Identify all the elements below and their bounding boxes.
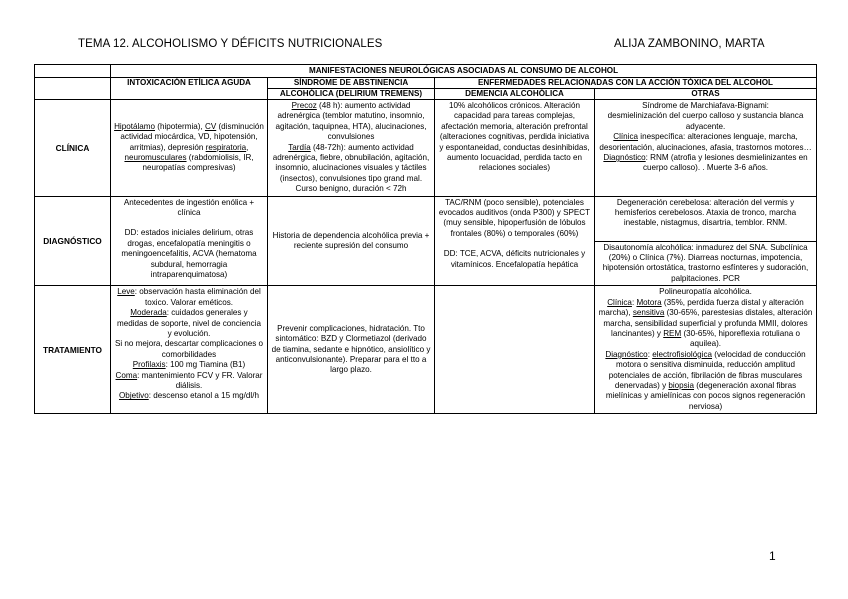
cell-diagnostico-otras-2: Disautonomía alcohólica: inmadurez del SNA. Subclínica (20%) o Clínica (7%). Diarreas nocturnas, impotencia, hipotensión ortostática, trastorno esfínteres y sudoración, palpitaciones. PCR — [595, 241, 817, 286]
row-label-clinica: CLÍNICA — [35, 100, 111, 197]
row-diagnostico-a — [35, 196, 817, 241]
row-label-diagnostico: DIAGNÓSTICO — [35, 196, 111, 286]
cell-tratamiento-demencia — [435, 286, 595, 414]
table-title: MANIFESTACIONES NEUROLÓGICAS ASOCIADAS AL CONSUMO DE ALCOHOL — [111, 65, 817, 78]
cell-tratamiento-intoxicacion — [111, 286, 268, 414]
text-fragment: : — [647, 349, 653, 359]
text-fragment: (rabdomiolisis, IR, neuropatías compresivas) — [142, 153, 254, 173]
text-fragment: , — [246, 142, 249, 152]
cell-diagnostico-abstinencia: Historia de dependencia alcohólica previa + reciente supresión del consumo — [268, 196, 435, 286]
text-fragment: (48 h): aumento actividad adrenérgica (temblor matutino, insomnio, agitación, taquipnea, HTA), alucinaciones, convulsiones — [275, 101, 427, 142]
text-fragment: : observación hasta eliminación del toxico. Valorar eméticos. — [134, 287, 261, 307]
term-clinica-2: Clínica — [607, 297, 632, 307]
text-fragment: Antecedentes de ingestión enólica + clínica — [123, 197, 255, 218]
text-fragment: : cuidados generales y medidas de soporte, nivel de conciencia y evolución. — [117, 308, 261, 338]
text-fragment: TAC/RNM (poco sensible), potenciales evocados auditivos (onda P300) y SPECT (muy sensible, hipoperfusión de lóbulos frontales (80%) o temporales (60%) — [438, 197, 591, 238]
manifestations-table — [34, 64, 817, 414]
term-diagnostico-2: Diagnóstico — [605, 349, 648, 359]
document-header-author: ALIJA ZAMBONINO, MARTA — [614, 38, 765, 50]
term-respiratoria: respiratoria — [205, 142, 247, 152]
text-course: Curso benigno, duración < 72h — [295, 184, 407, 194]
row-tratamiento — [35, 286, 817, 414]
term-cv: CV — [204, 121, 217, 131]
text-fragment: (degeneración axonal fibras mielínicas y amielínicas con pocos signos regeneración nerviosa) — [605, 380, 806, 411]
term-motora: Motora — [636, 297, 662, 307]
term-neuromusculares: neuromusculares — [124, 153, 187, 163]
header-demencia: DEMENCIA ALCOHÓLICA — [435, 89, 595, 100]
term-rem: REM — [663, 328, 682, 338]
cell-diagnostico-otras-1: Degeneración cerebelosa: alteración del vermis y hemisferios cerebelosos. Ataxia de tronco, marcha inestable, nistagmus, disartria, temblor. RNM. — [595, 196, 817, 241]
text-fragment: : descenso etanol a 15 mg/dl/h — [148, 391, 259, 401]
text-fragment: (30-65%, parestesias distales, alteración marcha, sensibilidad superficial y profunda MMII, dolores lancinantes) y — [603, 308, 813, 338]
cell-diagnostico-demencia — [435, 196, 595, 286]
text-polineuropatia: Polineuropatía alcohólica. — [659, 287, 752, 297]
table-corner-cell-2 — [35, 78, 111, 100]
table-title-row — [35, 65, 817, 78]
term-precoz: Precoz — [291, 101, 317, 110]
term-biopsia: biopsia — [668, 380, 695, 390]
table-corner-cell — [35, 65, 111, 78]
cell-diagnostico-intoxicacion — [111, 196, 268, 286]
cell-tratamiento-abstinencia: Prevenir complicaciones, hidratación. Tto sintomático: BZD y Clormetiazol (derivado de tiamina, sedante e hipnótico, ansiolítico y anticonvulsionante). Preparar para el tto a largo plazo. — [268, 286, 435, 414]
text-fragment: (30-65%, hiporeflexia rotuliana o aquilea). — [681, 328, 800, 349]
cell-clinica-otras — [595, 100, 817, 197]
text-fragment: : mantenimiento FCV y FR. Valorar diálisis. — [137, 370, 263, 390]
term-moderada: Moderada — [130, 308, 167, 318]
term-hipotalamo: Hipotálamo — [114, 121, 156, 131]
text-fragment: desmielinización del cuerpo calloso y sustancia blanca adyacente. — [607, 111, 804, 131]
text-fragment: : RNM (atrofia y lesiones desmielinizantes en cuerpo calloso). . Muerte 3-6 años. — [642, 153, 808, 173]
page-number: 1 — [769, 549, 776, 563]
text-fragment: DD: TCE, ACVA, déficits nutricionales y vitamínicos. Encefalopatía hepática — [443, 249, 586, 269]
row-label-tratamiento: TRATAMIENTO — [35, 286, 111, 414]
cell-clinica-abstinencia — [268, 100, 435, 197]
text-marchiafava: Síndrome de Marchiafava-Bignami: — [642, 101, 769, 110]
term-clinica: Clínica — [613, 132, 639, 142]
cell-clinica-intoxicacion — [111, 100, 268, 197]
text-fragment: inespecífica: alteraciones lenguaje, marcha, desorientación, alucinaciones, afasia, trastornos motores… — [599, 132, 812, 152]
text-fragment: : — [631, 297, 637, 307]
cell-tratamiento-otras — [595, 286, 817, 414]
cell-clinica-demencia: 10% alcohólicos crónicos. Alteración capacidad para tareas complejas, afectación memoria, alteración prefrontal (alteraciones cognitivas, perdida iniciativa y espontaneidad, conductas desinhibidas, aumento locuacidad, perdida tacto en relaciones sociales) — [435, 100, 595, 197]
term-sensitiva: sensitiva — [632, 308, 665, 318]
term-objetivo: Objetivo — [119, 391, 149, 401]
header-abstinencia-2: ALCOHÓLICA (DELIRIUM TREMENS) — [268, 89, 435, 100]
text-fragment: (hipotermia), — [155, 121, 205, 131]
text-fragment: (velocidad de conducción motora o sensitiva disminuida, reducción amplitud potenciales de acción, fibrilación de fibras musculares denervadas) y — [608, 349, 806, 390]
document-header-title: TEMA 12. ALCOHOLISMO Y DÉFICITS NUTRICIONALES — [78, 38, 383, 50]
table-header-row-1 — [35, 78, 817, 89]
term-tardia: Tardía — [288, 142, 311, 152]
header-abstinencia-1: SÍNDROME DE ABSTINENCIA — [268, 78, 435, 89]
text-fragment: (35%, perdida fuerza distal y alteración marcha), — [598, 297, 804, 318]
text-fragment: : 100 mg Tiamina (B1) — [165, 360, 246, 370]
term-diagnostico: Diagnóstico — [603, 153, 646, 163]
row-clinica — [35, 100, 817, 197]
header-toxic-diseases: ENFERMEDADES RELACIONADAS CON LA ACCIÓN TÓXICA DEL ALCOHOL — [435, 78, 817, 89]
term-coma: Coma — [115, 370, 138, 380]
header-otras: OTRAS — [595, 89, 817, 100]
term-profilaxis: Profilaxis — [132, 360, 166, 370]
header-intoxicacion: INTOXICACIÓN ETÍLICA AGUDA — [111, 78, 268, 100]
term-electrofisiologica: electrofisiológica — [652, 349, 713, 359]
text-fragment: (48-72h): aumento actividad adrenérgica, fiebre, obnubilación, agitación, insomnio, alucinaciones visuales y táctiles (insectos), convulsiones tipo grand mal. — [272, 142, 430, 183]
text-fragment: (disminución actividad miocárdica, VD, hipotensión, arritmias), depresión — [120, 121, 264, 152]
text-fragment: DD: estados iniciales delirium, otras drogas, encefalopatía meningitis o meningoencefalitis, ACVA (hematoma subdural, hemorragia intraparenquimatosa) — [121, 228, 257, 280]
term-leve: Leve — [117, 287, 135, 297]
text-fragment: Si no mejora, descartar complicaciones o comorbilidades — [114, 339, 263, 359]
